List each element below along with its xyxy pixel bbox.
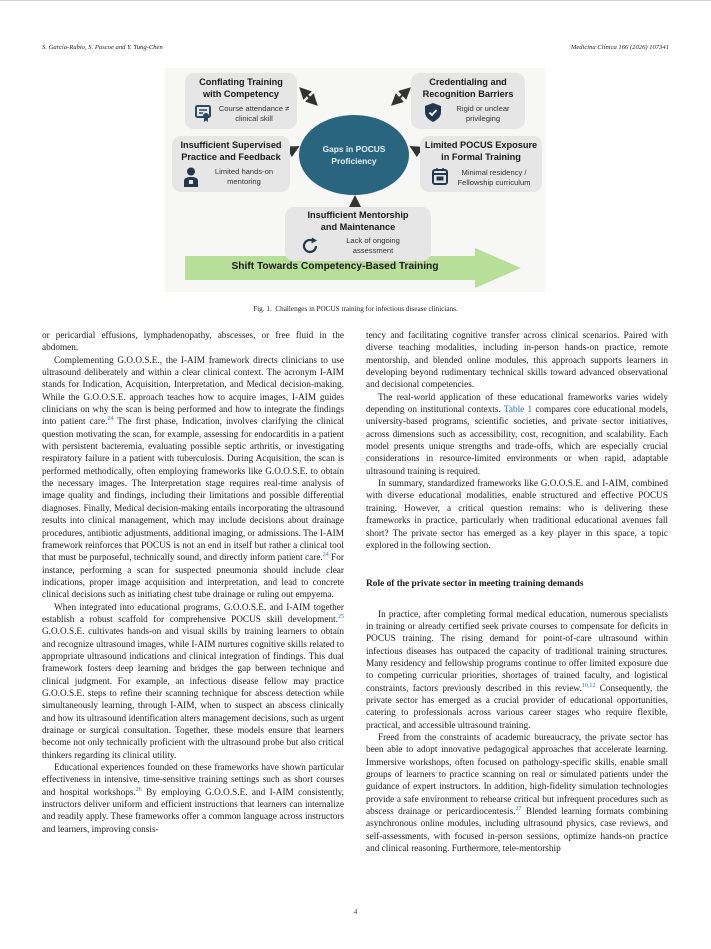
box-subtitle-line: Minimal residency / [461, 168, 527, 177]
citation-link[interactable]: 27 [515, 806, 522, 813]
running-header-journal: Medicina Clínica 166 (2026) 107341 [570, 44, 669, 51]
box-title-line: Insufficient Mentorship [307, 210, 409, 220]
box-title-line: in Formal Training [441, 151, 521, 162]
paragraph-text: tency and facilitating cognitive transfer across clinical scenarios. Paired with diverse teaching modalities, including in-person hands-on practice, remote mentorship, and blended online modules, this approach supports learners in developing beyond rudimentary technical skills toward advanced observational and decisional competencies. [366, 331, 668, 391]
paragraph [42, 330, 344, 355]
competency-shift-label: Shift Towards Competency-Based Training [231, 261, 439, 272]
paragraph-text: Freed from the constraints of academic bureaucracy, the private sector has been able to adopt innovative pedagogical approaches that accelerate learning. Immersive workshops, often focused on pathology-specific skills, enable small groups of learners to practice scanning on real or simulated patients under the guidance of expert instructors. In addition, high-fidelity simulation technologies provide a safe environment to rehearse critical but infrequent procedures such as abscess drainage or pericardiocentesis. [366, 732, 668, 818]
paragraph [366, 732, 668, 855]
figure-1-diagram [165, 68, 545, 292]
oval-line-1: Gaps in POCUS [322, 144, 386, 154]
box-subtitle-line: privileging [465, 114, 501, 123]
shield-check-icon [425, 103, 441, 122]
box-insufficient-supervised-practice [172, 136, 290, 192]
certificate-icon [195, 105, 211, 123]
box-title-line: Insufficient Supervised [180, 140, 282, 150]
box-subtitle-line: Course attendance ≠ [218, 104, 290, 113]
box-subtitle-line: mentoring [227, 177, 261, 186]
arrow-credentialing [394, 90, 408, 103]
box-insufficient-mentorship [285, 207, 431, 261]
box-subtitle-line: Fellowship curriculum [457, 178, 531, 187]
box-subtitle-line: Rigid or unclear [456, 104, 510, 113]
paragraph-text: By employing G.O.O.S.E. and I-AIM consistently, instructors deliver uniform and efficient instructions that learners can internalize and readily apply. These frameworks offer a common language across instructors and learners, improving consis- [42, 787, 344, 835]
calendar-icon [432, 168, 448, 185]
box-title-line: and Maintenance [320, 221, 396, 232]
paragraph-text: For instance, performing a scan for suspected pneumonia should include clear indications, proper image acquisition and interpretation, and lead to concrete clinical decisions such as initiating chest tube drainage or ruling out empyema. [42, 553, 344, 601]
table-1-link[interactable]: Table 1 [503, 405, 533, 416]
paragraph [366, 478, 668, 552]
paragraph-text: When integrated into educational programs, G.O.O.S.E. and I-AIM together establish a robust scaffold for comprehensive POCUS skill development. [42, 602, 344, 625]
box-title-line: Conflating Training [199, 77, 283, 87]
box-limited-pocus-exposure [420, 136, 542, 192]
oval-line-2: Proficiency [331, 156, 377, 166]
paragraph-text: In practice, after completing formal medical education, numerous specialists in training or already certified seek private courses to compensate for deficits in POCUS training. The rising demand for point-of-care ultrasound within infectious diseases has outpaced the capacity of traditional training structures. Many residency and fellowship programs continue to offer limited exposure due to competing curricular priorities, shortages of trained faculty, and logistical constraints, factors previously described in this review. [366, 609, 668, 694]
paragraph [366, 609, 668, 732]
right-column [366, 330, 668, 855]
paragraph-text: Educational experiences founded on these frameworks have shown particular effectiveness in intensive, time-sensitive training settings such as short courses and hospital workshops. [42, 763, 344, 798]
box-title-line: Practice and Feedback [181, 151, 281, 162]
box-title-line: Recognition Barriers [422, 88, 514, 99]
paragraph [42, 355, 344, 602]
box-credentialing-barriers [411, 73, 525, 129]
box-subtitle-line: Lack of ongoing [346, 236, 400, 245]
paragraph-text: G.O.O.S.E. cultivates hands-on and visual skills by training learners to obtain and recognize ultrasound images, while I-AIM nurtures cognitive skills related to appropriate ultrasound indications and clinical integration of findings. This dual framework fosters deep learning and bridges the gap between technique and clinical judgment. For example, an infectious disease fellow may practice G.O.O.S.E. steps to refine their scanning technique for abscess detection while simultaneously learning, through I-AIM, when to suspect an abscess clinically and how its ultrasound identification alters management decisions, such as urgent drainage or surgical consultation. Together, these models ensure that learners become not only technically proficient with the ultrasound probe but also critical thinkers regarding its clinical utility. [42, 627, 344, 761]
box-subtitle-line: Limited hands-on [214, 167, 274, 176]
paragraph-text: Complementing G.O.O.S.E., the I-AIM framework directs clinicians to use ultrasound deliberately and within a clear clinical context. The acronym I-AIM stands for Indication, Acquisition, Interpretation, and Medical decision-making. While the G.O.O.S.E. approach teaches how to acquire images, I-AIM guides clinicians on why the scan is being performed and how to integrate the findings into patient care. [42, 355, 344, 428]
box-title-line: with Competency [202, 88, 280, 99]
box-title-line: Limited POCUS Exposure [424, 140, 538, 150]
citation-link[interactable]: 26 [135, 786, 142, 793]
gaps-in-pocus-oval [299, 115, 409, 195]
person-mentor-icon [184, 167, 198, 187]
paragraph [366, 330, 668, 392]
box-title-line: Credentialing and [429, 77, 507, 87]
page-number: 4 [353, 908, 358, 916]
refresh-cycle-icon [301, 237, 319, 255]
paragraph [42, 762, 344, 836]
figure-caption-text: Challenges in POCUS training for infectious disease clinicians. [275, 305, 458, 313]
citation-link[interactable]: 25 [338, 613, 344, 620]
box-subtitle-line: assessment [352, 246, 394, 255]
paragraph [42, 602, 344, 762]
paragraph-text: Consequently, the private sector has emerged as a crucial provider of educational opportunities, catering to professionals across various career stages who require flexible, practical, and accessible ultrasound training. [366, 683, 668, 731]
paragraph-text: or pericardial effusions, lymphadenopathy, abscesses, or free fluid in the abdomen. [42, 331, 344, 354]
page-top-border [0, 0, 711, 1]
figure-caption-label: Fig. 1. [253, 305, 272, 313]
box-subtitle-line: clinical skill [235, 114, 273, 123]
running-header-authors: S. García-Rubio, S. Pascoe and Y. Tung-Chen [42, 44, 163, 51]
citation-link[interactable]: 10,12 [581, 682, 596, 689]
paragraph-text: The real-world application of these educational frameworks varies widely depending on institutional contexts. [366, 392, 668, 416]
paragraph-text: compares core educational models, university-based programs, scientific societies, and private sector initiatives, across dimensions such as accessibility, cost, recognition, and scalability. Each model presents unique strengths and trade-offs, which are especially crucial considerations in resource-limited environments or when rapid, adaptable ultrasound training is required. [366, 405, 668, 477]
box-conflating-training [185, 73, 297, 129]
paragraph-text: In summary, standardized frameworks like G.O.O.S.E. and I-AIM, combined with diverse educational modalities, enable structured and effective POCUS training. However, a critical question remains: who is delivering these frameworks in practice, particularly when traditional educational avenues fall short? The private sector has emerged as a key player in this space, a topic explored in the following section. [366, 479, 668, 551]
citation-link[interactable]: 24 [107, 416, 114, 423]
section-heading: Role of the private sector in meeting training demands [366, 579, 584, 590]
figure-caption [0, 305, 711, 313]
paragraph [366, 392, 668, 478]
left-column [42, 330, 344, 836]
arrow-conflating [302, 90, 315, 103]
citation-link[interactable]: 24 [322, 552, 329, 559]
paragraph-text: The first phase, Indication, involves clarifying the clinical question motivating the scan, for example, assessing for endocarditis in a patient with persistent bacteremia, evaluating possible septic arthritis, or investigating respiratory failure in a patient with tuberculosis. During Acquisition, the scan is performed methodically, often employing frameworks like G.O.O.S.E. to obtain the necessary images. The Interpretation stage requires real-time analysis of image quality and findings, including their limitations and possible differential diagnoses. Finally, Medical decision-making entails incorporating the ultrasound results into clinical management, which may include decisions about drainage procedures, antibiotic adjustments, additional imaging, or admissions. The I-AIM framework reinforces that POCUS is not an end in itself but rather a clinical tool that must be purposeful, technically sound, and directly inform patient care. [42, 417, 344, 564]
paragraph-text: Blended learning formats combining asynchronous online modules, including ultrasound physics, case reviews, and self-assessments, with focused in-person sessions, optimize hands-on practice and clinical reasoning. Furthermore, tele-mentorship [366, 807, 668, 855]
